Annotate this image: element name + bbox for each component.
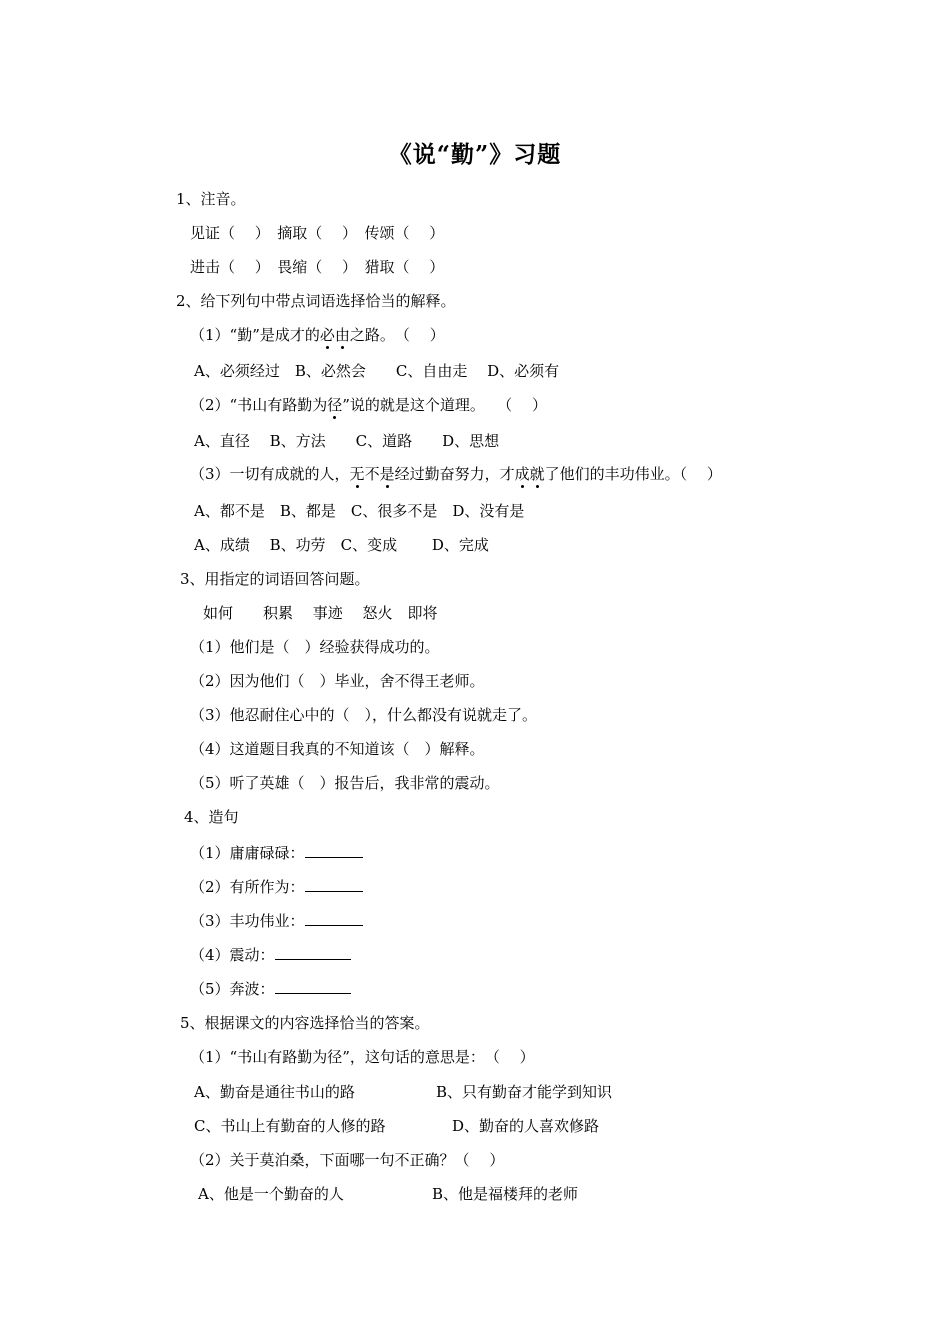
term-label: （4）震动： — [190, 946, 275, 964]
q5-sentence-1: （1）“书山有路勤为径”，这句话的意思是： （ ） — [190, 1048, 535, 1066]
answer-blank[interactable] — [275, 947, 351, 960]
q4-item-5 — [190, 980, 351, 998]
q2-sentence-2 — [190, 396, 547, 414]
sentence-text: （1）“勤”是成才的 — [190, 326, 320, 344]
q3-sentence-5: （5）听了英雄（ ）报告后，我非常的震动。 — [190, 774, 500, 792]
term-label: （2）有所作为： — [190, 878, 305, 896]
dotted-char: 是 — [379, 465, 395, 483]
term-label: （5）奔波： — [190, 980, 275, 998]
q3-sentence-1: （1）他们是（ ）经验获得成功的。 — [190, 638, 440, 656]
q1-row-1: 见证（ ） 摘取（ ） 传颂（ ） — [190, 224, 445, 242]
q2-sentence-3 — [190, 465, 722, 483]
q5-option-1d: D、勤奋的人喜欢修路 — [452, 1117, 600, 1135]
q1-heading: 1、注音。 — [176, 190, 246, 208]
q5-option-1b: B、只有勤奋才能学到知识 — [436, 1083, 613, 1101]
term-label: （3）丰功伟业： — [190, 912, 305, 930]
q2-options-1: A、必须经过 B、必然会 C、自由走 D、必须有 — [194, 362, 560, 380]
answer-blank[interactable] — [305, 845, 363, 858]
q3-sentence-3: （3）他忍耐住心中的（ ），什么都没有说就走了。 — [190, 706, 538, 724]
answer-blank[interactable] — [305, 913, 363, 926]
q3-sentence-4: （4）这道题目我真的不知道该（ ）解释。 — [190, 740, 485, 758]
dotted-char: 径 — [327, 396, 343, 414]
q2-sentence-1 — [190, 326, 445, 344]
sentence-text: 经过勤奋努力，才 — [394, 465, 515, 483]
q4-item-3 — [190, 912, 363, 930]
q3-sentence-2: （2）因为他们（ ）毕业，舍不得王老师。 — [190, 672, 485, 690]
q4-item-2 — [190, 878, 363, 896]
q2-options-4: A、成绩 B、功劳 C、变成 D、完成 — [194, 536, 489, 554]
q4-item-4 — [190, 946, 351, 964]
dotted-char: 成 — [514, 465, 530, 483]
q3-word-bank: 如何 积累 事迹 怒火 即将 — [203, 604, 438, 622]
dotted-char: 必 — [319, 326, 335, 344]
dotted-char: 就 — [529, 465, 545, 483]
q2-options-3: A、都不是 B、都是 C、很多不是 D、没有是 — [194, 502, 525, 520]
page-title: 《说“勤”》习题 — [388, 141, 562, 168]
q2-options-2: A、直径 B、方法 C、道路 D、思想 — [194, 432, 500, 450]
sentence-text: （2）“书山有路勤为 — [190, 396, 328, 414]
answer-blank[interactable] — [275, 981, 351, 994]
q3-heading: 3、用指定的词语回答问题。 — [180, 570, 370, 588]
q4-heading: 4、造句 — [184, 808, 239, 826]
q5-option-2b: B、他是福楼拜的老师 — [432, 1185, 579, 1203]
q4-item-1 — [190, 844, 363, 862]
dotted-char: 无 — [349, 465, 365, 483]
q5-option-2a: A、他是一个勤奋的人 — [198, 1185, 344, 1203]
term-label: （1）庸庸碌碌： — [190, 844, 305, 862]
sentence-text: （3）一切有成就的人， — [190, 465, 350, 483]
q2-heading: 2、给下列句中带点词语选择恰当的解释。 — [176, 292, 456, 310]
sentence-text: 之路。 （ ） — [349, 326, 445, 344]
q1-row-2: 进击（ ） 畏缩（ ） 猎取（ ） — [190, 258, 445, 276]
q5-option-1a: A、勤奋是通往书山的路 — [194, 1083, 355, 1101]
q5-heading: 5、根据课文的内容选择恰当的答案。 — [180, 1014, 430, 1032]
dotted-char: 由 — [334, 326, 350, 344]
sentence-text: 不 — [364, 465, 380, 483]
sentence-text: 了他们的丰功伟业。（ ） — [544, 465, 722, 483]
answer-blank[interactable] — [305, 879, 363, 892]
q5-sentence-2: （2）关于莫泊桑，下面哪一句不正确？（ ） — [190, 1151, 505, 1169]
q5-option-1c: C、书山上有勤奋的人修的路 — [194, 1117, 386, 1135]
sentence-text: ”说的就是这个道理。 （ ） — [342, 396, 547, 414]
